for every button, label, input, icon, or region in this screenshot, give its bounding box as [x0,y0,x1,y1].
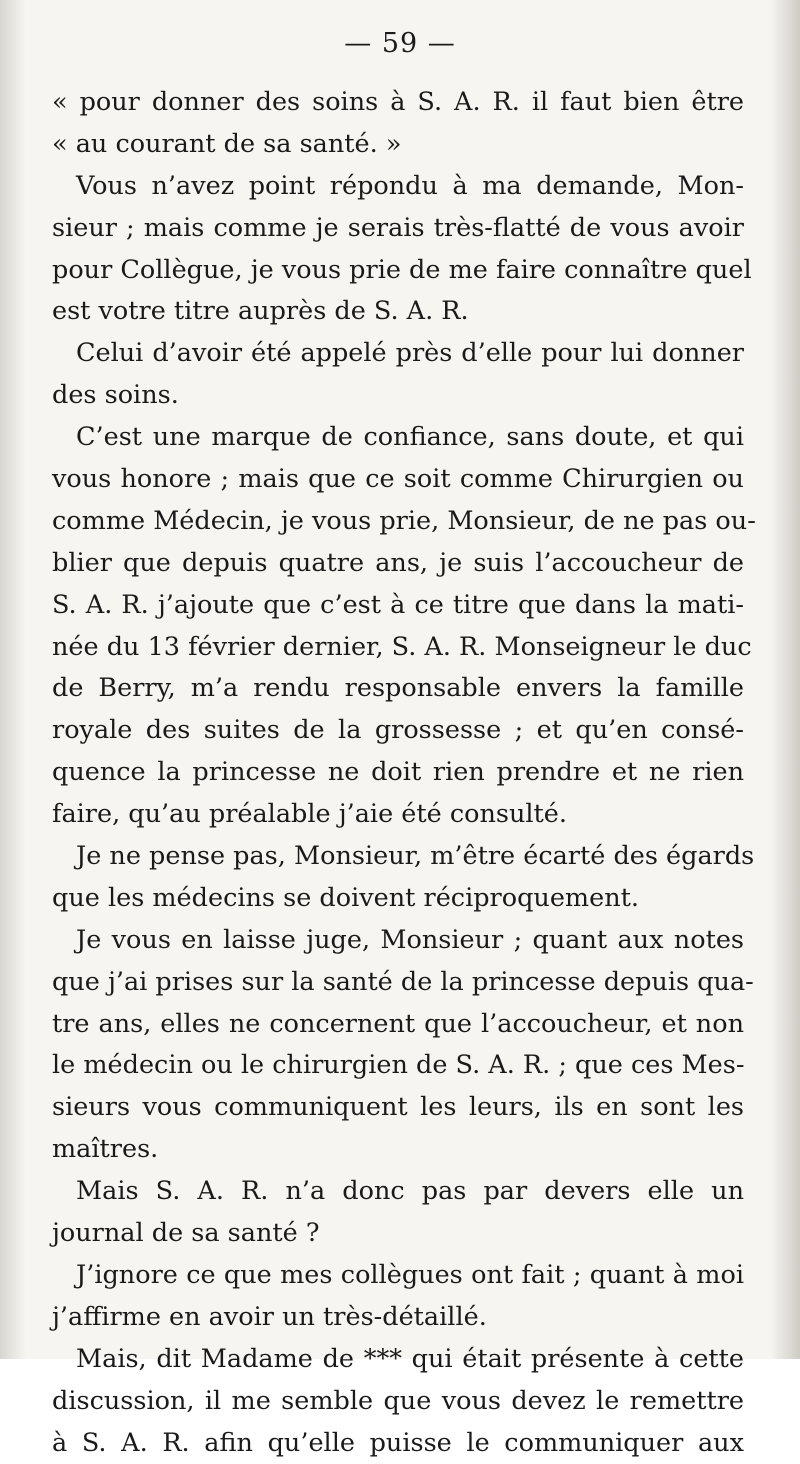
text-line: journal de sa santé ? [52,1213,744,1255]
text-line: le médecin ou le chirurgien de S. A. R. ; que ces Mes- [52,1045,744,1087]
text-line: « au courant de sa santé. » [52,124,744,166]
text-line: comme Médecin, je vous prie, Monsieur, de ne pas ou- [52,501,744,543]
text-line: Mais S. A. R. n’a donc pas par devers elle un [52,1171,744,1213]
text-line: S. A. R. j’ajoute que c’est à ce titre que dans la mati- [52,585,744,627]
text-line: des soins. [52,375,744,417]
text-line: tre ans, elles ne concernent que l’accoucheur, et non [52,1004,744,1046]
text-line: est votre titre auprès de S. A. R. [52,291,744,333]
text-line: blier que depuis quatre ans, je suis l’accoucheur de [52,543,744,585]
text-line: J’ignore ce que mes collègues ont fait ; quant à moi [52,1255,744,1297]
text-line: maîtres. [52,1129,744,1171]
body-text [52,82,744,1464]
text-line: Vous n’avez point répondu à ma demande, Mon- [52,166,744,208]
text-line: de Berry, m’a rendu responsable envers la famille [52,668,744,710]
text-line: Mais, dit Madame de *** qui était présente à cette [52,1339,744,1381]
text-line: sieur ; mais comme je serais très-flatté de vous avoir [52,208,744,250]
text-line: pour Collègue, je vous prie de me faire connaître quel [52,250,744,292]
page-number: — 59 — [0,28,800,59]
text-line: discussion, il me semble que vous devez le remettre [52,1381,744,1423]
text-line: sieurs vous communiquent les leurs, ils en sont les [52,1087,744,1129]
text-line: née du 13 février dernier, S. A. R. Monseigneur le duc [52,627,744,669]
text-line: Celui d’avoir été appelé près d’elle pour lui donner [52,333,744,375]
text-line: Je ne pense pas, Monsieur, m’être écarté des égards [52,836,744,878]
text-line: Je vous en laisse juge, Monsieur ; quant aux notes [52,920,744,962]
text-line: C’est une marque de confiance, sans doute, et qui [52,417,744,459]
text-line: « pour donner des soins à S. A. R. il faut bien être [52,82,744,124]
text-line: royale des suites de la grossesse ; et qu’en consé- [52,710,744,752]
text-line: que j’ai prises sur la santé de la princesse depuis qua- [52,962,744,1004]
text-line: à S. A. R. afin qu’elle puisse le communiquer aux [52,1423,744,1464]
text-line: quence la princesse ne doit rien prendre et ne rien [52,752,744,794]
text-line: vous honore ; mais que ce soit comme Chirurgien ou [52,459,744,501]
text-line: que les médecins se doivent réciproquement. [52,878,744,920]
text-line: j’affirme en avoir un très-détaillé. [52,1297,744,1339]
text-line: faire, qu’au préalable j’aie été consulté. [52,794,744,836]
